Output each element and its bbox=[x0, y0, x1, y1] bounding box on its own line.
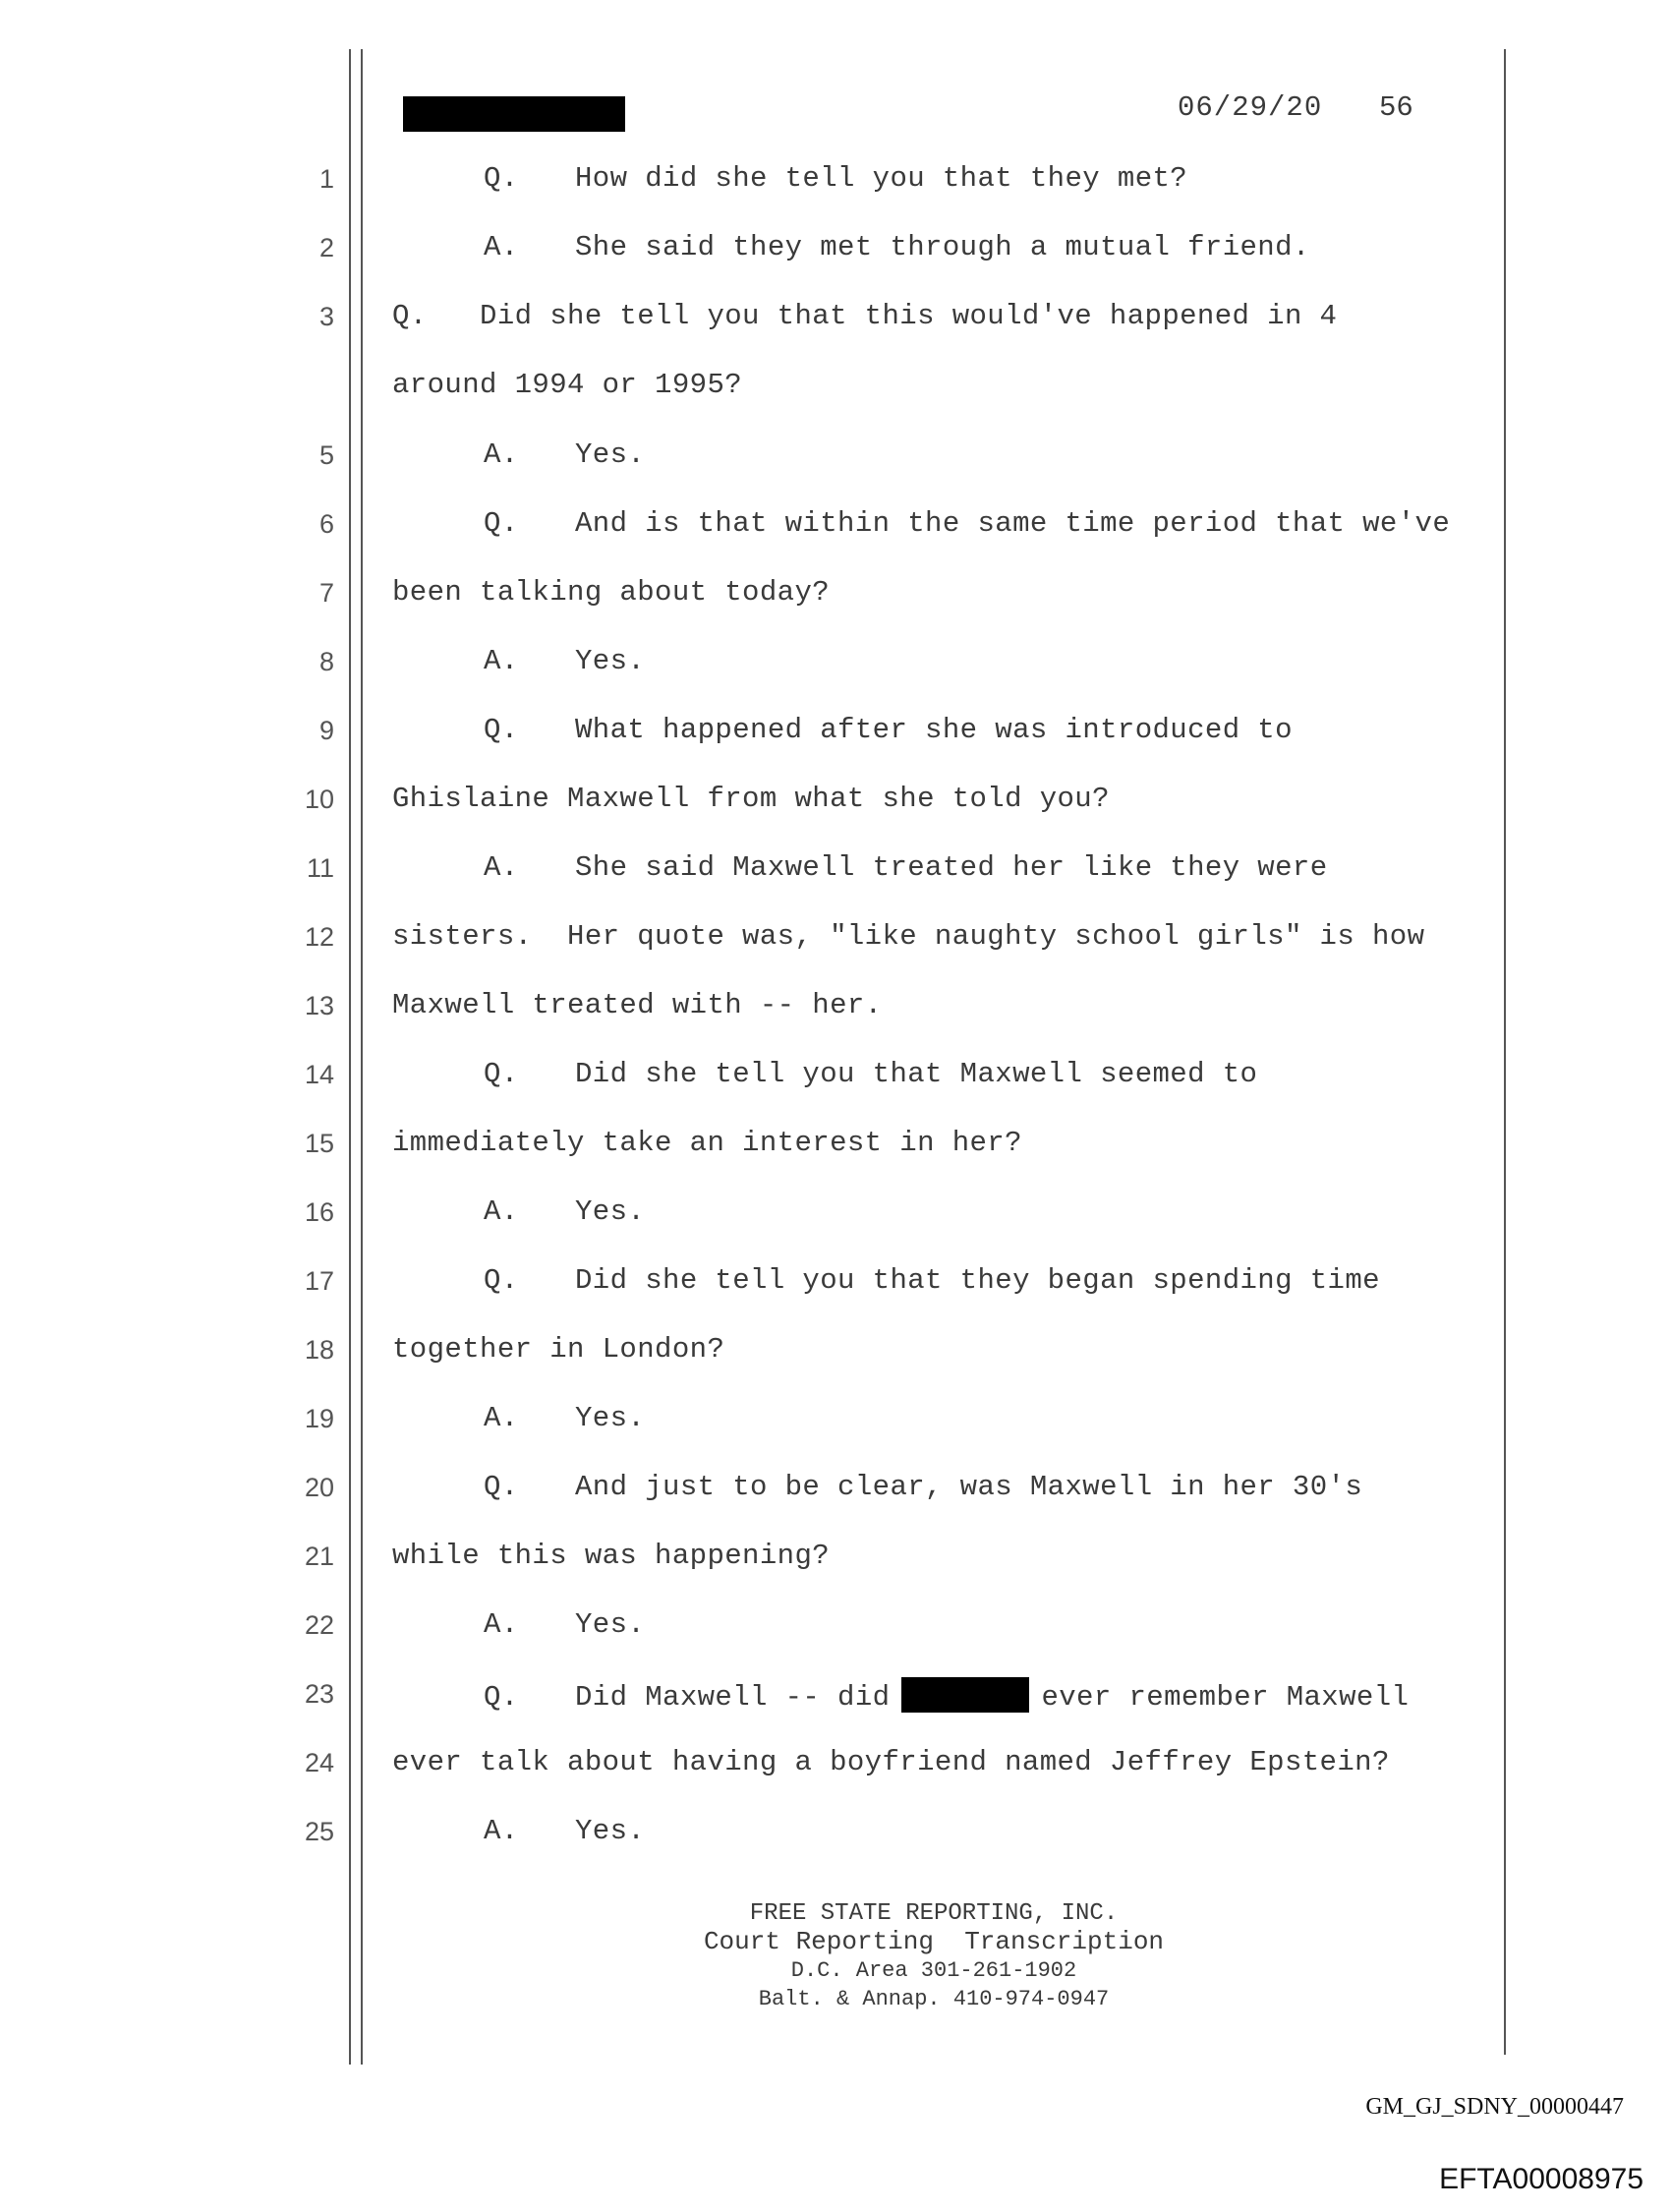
speaker-label: A. bbox=[484, 231, 519, 263]
line-content: Yes. bbox=[575, 645, 646, 677]
transcript-line bbox=[484, 1608, 645, 1641]
transcript-line bbox=[484, 1471, 1362, 1503]
footer-balt-phone: Balt. & Annap. 410-974-0947 bbox=[758, 1987, 1110, 2011]
line-number: 25 bbox=[304, 1817, 334, 1846]
line-number: 12 bbox=[304, 922, 334, 952]
line-content: sisters. Her quote was, "like naughty school girls" is how bbox=[392, 920, 1425, 953]
line-content-before: Did Maxwell -- did bbox=[575, 1681, 891, 1714]
bates-number: GM_GJ_SDNY_00000447 bbox=[1365, 2094, 1624, 2120]
line-number: 9 bbox=[318, 716, 334, 745]
line-content: Yes. bbox=[575, 1815, 646, 1847]
line-content: Yes. bbox=[575, 1195, 646, 1228]
transcript-line bbox=[484, 1402, 645, 1434]
line-number: 6 bbox=[318, 509, 334, 539]
line-number: 17 bbox=[304, 1266, 334, 1296]
transcript-line bbox=[484, 1815, 645, 1847]
speaker-label: Q. bbox=[484, 507, 519, 540]
left-margin-rule-inner bbox=[361, 49, 363, 2065]
transcript-line bbox=[484, 851, 1328, 884]
line-number: 2 bbox=[318, 233, 334, 262]
transcript-line bbox=[484, 1264, 1380, 1297]
line-number: 22 bbox=[304, 1610, 334, 1640]
line-number: 14 bbox=[304, 1060, 334, 1089]
speaker-label: A. bbox=[484, 1608, 519, 1641]
speaker-label: Q. bbox=[484, 1681, 519, 1714]
speaker-label: A. bbox=[484, 1402, 519, 1434]
line-content-after: ever remember Maxwell bbox=[1041, 1681, 1410, 1714]
header-date: 06/29/20 bbox=[1178, 91, 1323, 124]
header-redaction bbox=[403, 96, 625, 132]
line-content: together in London? bbox=[392, 1333, 725, 1366]
transcript-line bbox=[484, 162, 1187, 195]
name-redaction bbox=[901, 1677, 1029, 1713]
speaker-label: Q. bbox=[484, 1471, 519, 1503]
line-number: 21 bbox=[304, 1542, 334, 1571]
transcript-line bbox=[484, 714, 1293, 746]
line-content: Ghislaine Maxwell from what she told you? bbox=[392, 783, 1110, 815]
line-content: Maxwell treated with -- her. bbox=[392, 989, 883, 1021]
reporter-footer bbox=[531, 1899, 1337, 2013]
transcript-line bbox=[484, 645, 645, 677]
speaker-label: Q. bbox=[484, 714, 519, 746]
line-content: been talking about today? bbox=[392, 576, 831, 609]
line-number: 15 bbox=[304, 1129, 334, 1158]
speaker-label: A. bbox=[484, 851, 519, 884]
line-number: 16 bbox=[304, 1197, 334, 1227]
transcript-line bbox=[484, 1058, 1257, 1090]
speaker-label: A. bbox=[484, 645, 519, 677]
footer-services: Court Reporting Transcription bbox=[703, 1927, 1165, 1956]
line-number: 20 bbox=[304, 1473, 334, 1502]
line-content: Yes. bbox=[575, 1608, 646, 1641]
line-content: immediately take an interest in her? bbox=[392, 1127, 1022, 1159]
line-content: Q. Did she tell you that this would've happened in 4 bbox=[392, 300, 1338, 332]
line-number: 24 bbox=[304, 1748, 334, 1777]
line-number: 3 bbox=[318, 302, 334, 331]
speaker-label: A. bbox=[484, 1195, 519, 1228]
line-content: while this was happening? bbox=[392, 1540, 831, 1572]
page-number: 56 bbox=[1379, 91, 1413, 124]
line-content: Yes. bbox=[575, 1402, 646, 1434]
transcript-line bbox=[484, 1677, 1409, 1714]
speaker-label: Q. bbox=[484, 162, 519, 195]
speaker-label: A. bbox=[484, 1815, 519, 1847]
line-content: Did she tell you that Maxwell seemed to bbox=[575, 1058, 1258, 1090]
line-content: And is that within the same time period that we've bbox=[575, 507, 1451, 540]
speaker-label: Q. bbox=[484, 1058, 519, 1090]
line-number: 13 bbox=[304, 991, 334, 1020]
line-number: 7 bbox=[318, 578, 334, 608]
line-content: How did she tell you that they met? bbox=[575, 162, 1188, 195]
line-number: 18 bbox=[304, 1335, 334, 1365]
speaker-label: A. bbox=[484, 438, 519, 471]
efta-number: EFTA00008975 bbox=[1439, 2163, 1643, 2195]
line-content: Did she tell you that they began spending time bbox=[575, 1264, 1380, 1297]
line-number: 11 bbox=[306, 853, 334, 883]
line-content: She said they met through a mutual friend. bbox=[575, 231, 1310, 263]
transcript-line bbox=[484, 231, 1310, 263]
footer-company: FREE STATE REPORTING, INC. bbox=[749, 1900, 1119, 1927]
right-margin-rule bbox=[1504, 49, 1506, 2055]
line-content: around 1994 or 1995? bbox=[392, 369, 743, 401]
transcript-line bbox=[484, 1195, 645, 1228]
line-number: 5 bbox=[318, 440, 334, 470]
line-number: 23 bbox=[304, 1679, 334, 1709]
line-number: 1 bbox=[318, 164, 334, 194]
line-content: ever talk about having a boyfriend named Jeffrey Epstein? bbox=[392, 1746, 1390, 1778]
transcript-line bbox=[484, 438, 645, 471]
line-number: 19 bbox=[304, 1404, 334, 1433]
left-margin-rule bbox=[349, 49, 351, 2065]
line-content: And just to be clear, was Maxwell in her 30's bbox=[575, 1471, 1363, 1503]
line-content: She said Maxwell treated her like they were bbox=[575, 851, 1328, 884]
line-content: What happened after she was introduced to bbox=[575, 714, 1293, 746]
line-content: Yes. bbox=[575, 438, 646, 471]
speaker-label: Q. bbox=[484, 1264, 519, 1297]
line-number: 8 bbox=[318, 647, 334, 676]
footer-dc-phone: D.C. Area 301-261-1902 bbox=[790, 1958, 1077, 1983]
transcript-line bbox=[484, 507, 1450, 540]
line-number: 10 bbox=[304, 785, 334, 814]
